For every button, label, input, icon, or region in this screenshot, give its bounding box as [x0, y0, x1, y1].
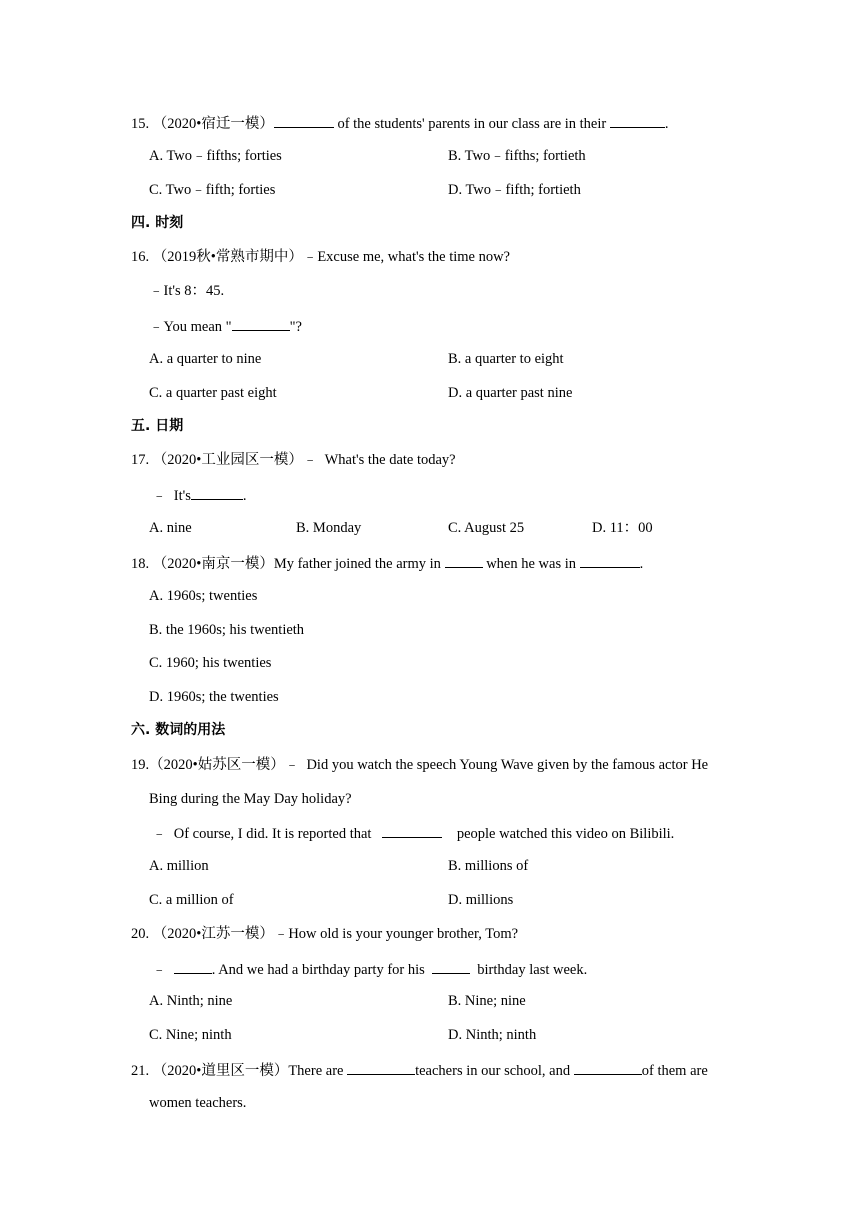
answer-blank: [610, 113, 665, 128]
option-a: A. Ninth; nine: [149, 993, 233, 1009]
question-20-stem: [131, 925, 518, 943]
question-18-stem: 18. （2020•南京一模）My father joined the army in when he was in .: [131, 553, 643, 573]
answer-blank: [580, 553, 640, 568]
option-d: D. 1960s; the twenties: [149, 689, 279, 705]
answer-blank: [445, 553, 483, 568]
option-b: B. Monday: [296, 520, 362, 536]
question-number: 18.: [131, 556, 150, 572]
dialogue-line: ﹣ . And we had a birthday party for his birthday last week.: [152, 959, 587, 979]
question-21-stem: 21. （2020•道里区一模）There are teachers in our school, and of them are: [131, 1060, 708, 1080]
answer-blank: [432, 959, 470, 974]
question-text: ﹣Excuse me, what's the time now?: [302, 249, 510, 265]
option-c: C. Nine; ninth: [149, 1027, 232, 1043]
option-d: D. millions: [448, 892, 514, 908]
question-source: （2020•江苏一模）: [152, 926, 274, 942]
question-source: （2020•宿迁一模）: [152, 116, 274, 132]
question-text: of the students' parents in our class are in their: [333, 116, 610, 132]
option-b: B. Nine; nine: [448, 993, 526, 1009]
section-heading: 四. 时刻: [131, 215, 184, 231]
option-d: D. a quarter past nine: [448, 385, 573, 401]
question-source: （2020•工业园区一模）: [152, 452, 303, 468]
question-source: （2020•道里区一模）: [152, 1063, 289, 1079]
answer-blank: [347, 1060, 415, 1075]
answer-blank: [274, 113, 334, 128]
option-c: C. 1960; his twenties: [149, 655, 272, 671]
question-number: 19.: [131, 757, 150, 773]
dialogue-line: ﹣It's 8：45.: [149, 283, 225, 299]
question-number: 20.: [131, 926, 150, 942]
question-text-continued: women teachers.: [149, 1095, 247, 1111]
option-a: A. a quarter to nine: [149, 351, 262, 367]
question-text: There are: [288, 1063, 348, 1079]
option-d: D. Ninth; ninth: [448, 1027, 537, 1043]
question-number: 17.: [131, 452, 150, 468]
dialogue-line: ﹣ Of course, I did. It is reported that people watched this video on Bilibili.: [152, 823, 674, 843]
option-a: A. Two﹣fifths; forties: [149, 148, 282, 164]
answer-blank: [574, 1060, 642, 1075]
option-a: A. nine: [149, 520, 192, 536]
option-c: C. August 25: [448, 520, 525, 536]
answer-blank: [232, 316, 290, 331]
question-number: 15.: [131, 116, 150, 132]
question-text: ﹣ What's the date today?: [302, 452, 456, 468]
question-15-stem: 15. （2020•宿迁一模） of the students' parents in our class are in their .: [131, 113, 668, 133]
option-d: D. Two﹣fifth; fortieth: [448, 182, 581, 198]
answer-blank: [191, 485, 243, 500]
option-d: D. 11：00: [592, 520, 653, 536]
answer-blank: [174, 959, 212, 974]
question-source: （2020•姑苏区一模）: [149, 757, 285, 773]
option-b: B. a quarter to eight: [448, 351, 564, 367]
question-17-stem: [131, 451, 456, 469]
question-text: My father joined the army in: [273, 556, 445, 572]
option-a: A. million: [149, 858, 209, 874]
option-b: B. millions of: [448, 858, 529, 874]
option-c: C. a million of: [149, 892, 234, 908]
question-source: （2019秋•常熟市期中）: [152, 249, 303, 265]
option-b: B. the 1960s; his twentieth: [149, 622, 305, 638]
dialogue-line: ﹣ It's .: [152, 485, 247, 505]
section-heading: 五. 日期: [131, 418, 184, 434]
answer-blank: [382, 823, 442, 838]
option-a: A. 1960s; twenties: [149, 588, 258, 604]
question-source: （2020•南京一模）: [152, 556, 274, 572]
question-number: 21.: [131, 1063, 150, 1079]
question-text: ﹣ Did you watch the speech Young Wave given by the famous actor He: [284, 757, 709, 773]
dialogue-line: ﹣You mean " "?: [149, 316, 302, 336]
section-heading: 六. 数词的用法: [131, 722, 226, 738]
question-text: ﹣How old is your younger brother, Tom?: [273, 926, 519, 942]
option-b: B. Two﹣fifths; fortieth: [448, 148, 586, 164]
question-number: 16.: [131, 249, 150, 265]
question-19-stem: [131, 756, 708, 774]
question-text-continued: Bing during the May Day holiday?: [149, 791, 352, 807]
question-16-stem: [131, 248, 510, 266]
option-c: C. a quarter past eight: [149, 385, 277, 401]
option-c: C. Two﹣fifth; forties: [149, 182, 276, 198]
